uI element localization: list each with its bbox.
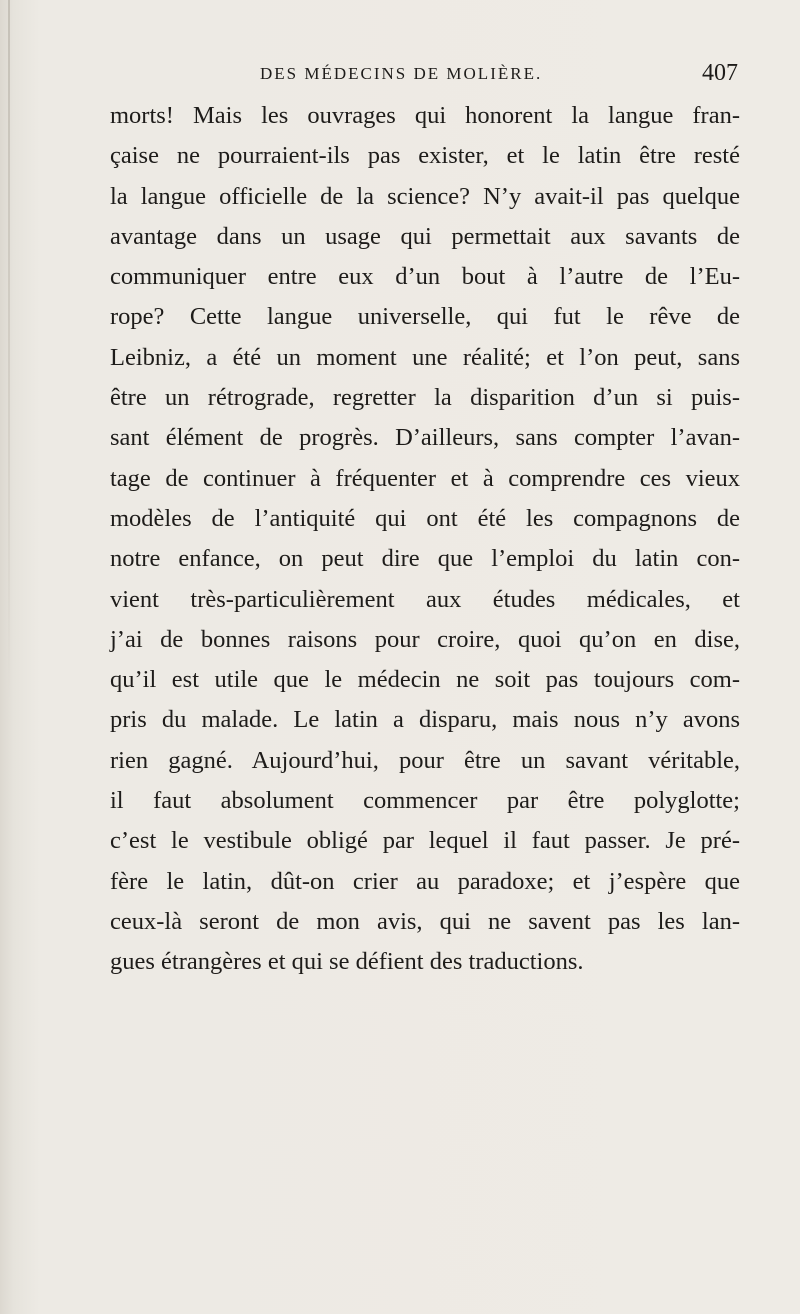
text-line: j’ai de bonnes raisons pour croire, quoi qu’on en dise, <box>110 625 740 653</box>
running-head <box>110 60 738 90</box>
text-line: la langue officielle de la science? N’y avait-il pas quelque <box>110 182 740 210</box>
text-line: notre enfance, on peut dire que l’emploi du latin con- <box>110 545 740 573</box>
text-line-last: gues étrangères et qui se défient des traductions. <box>110 948 584 976</box>
text-line: vient très-particulièrement aux études médicales, et <box>110 585 740 613</box>
text-line: pris du malade. Le latin a disparu, mais nous n’y avons <box>110 706 740 734</box>
text-line: fère le latin, dût-on crier au paradoxe; et j’espère que <box>110 867 740 895</box>
text-line: communiquer entre eux d’un bout à l’autre de l’Eu- <box>110 263 740 291</box>
text-line: qu’il est utile que le médecin ne soit pas toujours com- <box>110 666 740 694</box>
text-line: modèles de l’antiquité qui ont été les compagnons de <box>110 504 740 532</box>
running-title: DES MÉDECINS DE MOLIÈRE. <box>260 64 543 83</box>
page-number: 407 <box>702 60 738 86</box>
body-text <box>110 96 740 983</box>
text-line: ceux-là seront de mon avis, qui ne savent pas les lan- <box>110 907 740 935</box>
text-line: il faut absolument commencer par être polyglotte; <box>110 787 740 815</box>
text-line: c’est le vestibule obligé par lequel il faut passer. Je pré- <box>110 827 740 855</box>
text-line: morts! Mais les ouvrages qui honorent la langue fran- <box>110 102 740 129</box>
text-line: Leibniz, a été un moment une réalité; et l’on peut, sans <box>110 343 740 371</box>
text-line: rien gagné. Aujourd’hui, pour être un savant véritable, <box>110 746 740 774</box>
text-line: rope? Cette langue universelle, qui fut le rêve de <box>110 303 740 331</box>
text-line: être un rétrograde, regretter la disparition d’un si puis- <box>110 384 740 412</box>
text-line: tage de continuer à fréquenter et à comprendre ces vieux <box>110 464 740 492</box>
binding-gutter <box>8 0 10 700</box>
text-line: avantage dans un usage qui permettait aux savants de <box>110 222 740 250</box>
text-line: sant élément de progrès. D’ailleurs, sans compter l’avan- <box>110 424 740 452</box>
text-line: çaise ne pourraient-ils pas exister, et le latin être resté <box>110 142 740 170</box>
